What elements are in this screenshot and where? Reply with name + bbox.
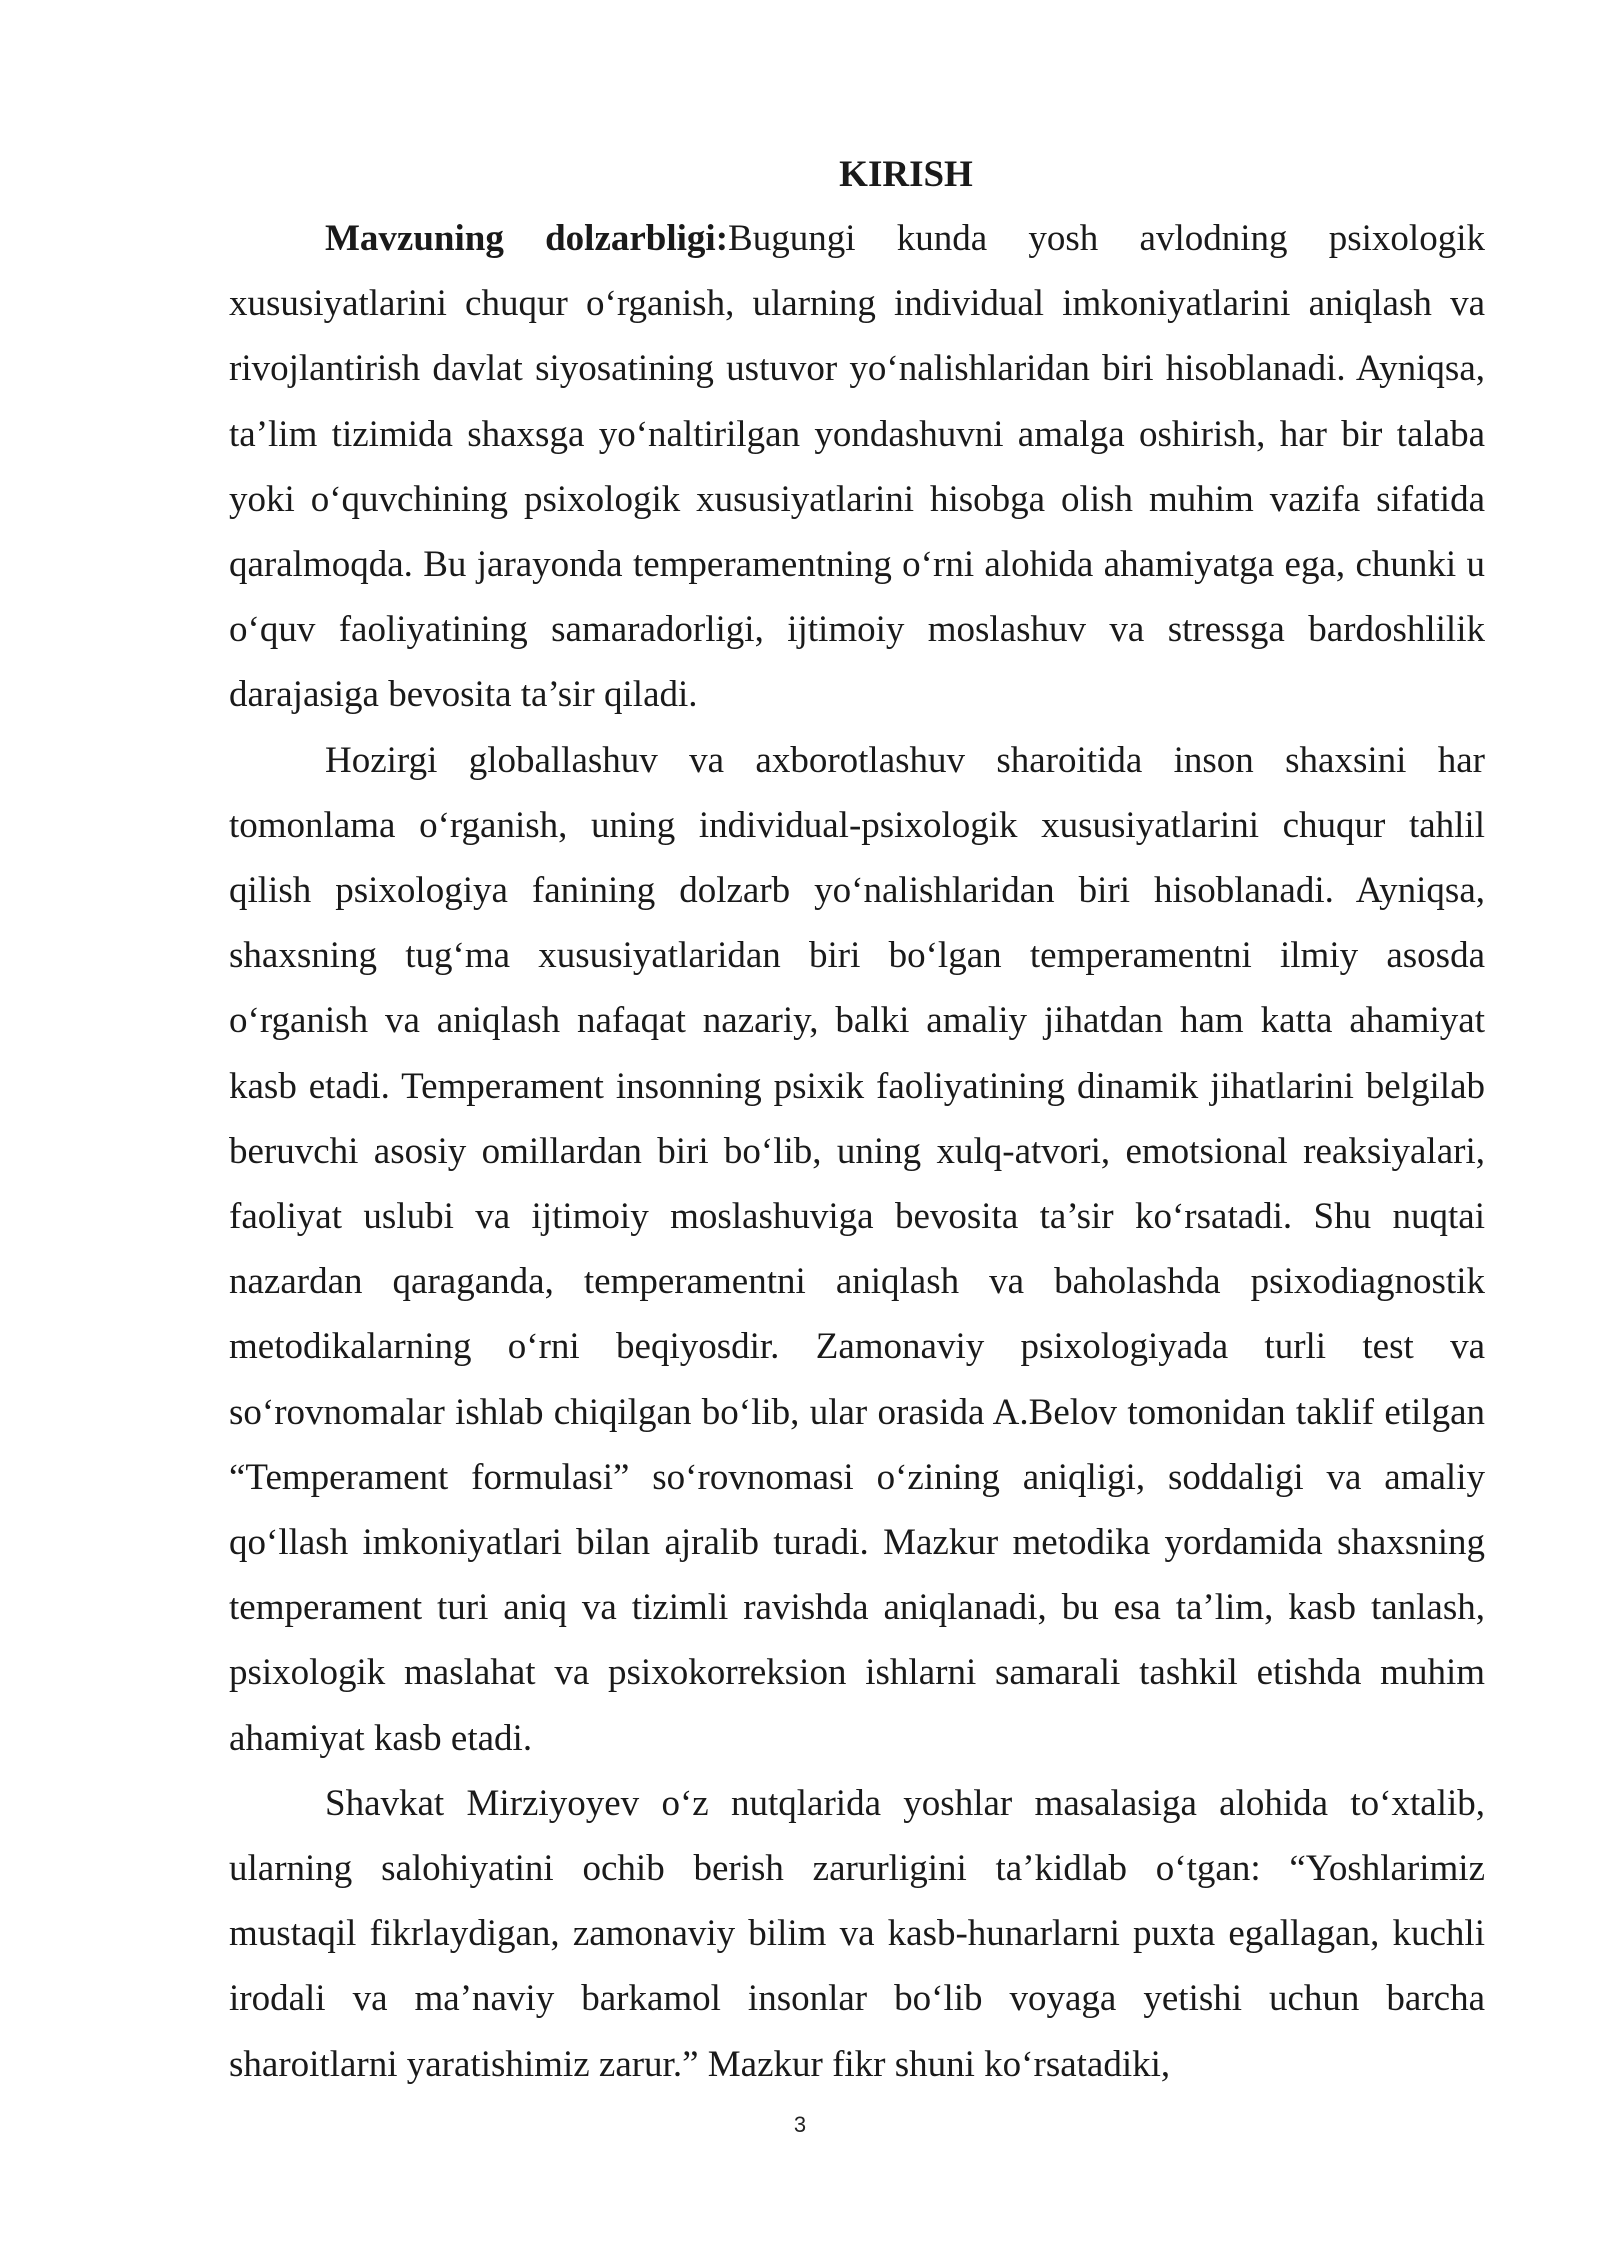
paragraph-mirziyoyev (229, 1771, 1485, 2097)
paragraph-lead: Mavzuning dolzarbligi: (325, 218, 729, 259)
paragraph-relevance (229, 206, 1485, 728)
paragraph-text: Shavkat Mirziyoyev o‘z nutqlarida yoshlar masalasiga alohida to‘xtalib, ularning salohiyatini ochib berish zarurligini ta’kidlab o‘tgan: “Yoshlarimiz mustaqil fikrlaydigan, zamonaviy bilim va kasb-hunarlarni puxta egallagan, kuchli irodali va ma’naviy barkamol insonlar bo‘lib voyaga yetishi uchun barcha sharoitlarni yaratishimiz zarur.” Mazkur fikr shuni ko‘rsatadiki, (229, 1782, 1485, 2085)
paragraph-text: Bugungi kunda yosh avlodning psixologik xususiyatlarini chuqur o‘rganish, ularning individual imkoniyatlarini aniqlash va rivojlantirish davlat siyosatining ustuvor yo‘nalishlaridan biri hisoblanadi. Ayniqsa, ta’lim tizimida shaxsga yo‘naltirilgan yondashuvni amalga oshirish, har bir talaba yoki o‘quvchining psixologik xususiyatlarini hisobga olish muhim vazifa sifatida qaralmoqda. Bu jarayonda temperamentning o‘rni alohida ahamiyatga ega, chunki u o‘quv faoliyatining samaradorligi, ijtimoiy moslashuv va stressga bardoshlilik darajasiga bevosita ta’sir qiladi. (229, 218, 1485, 716)
section-heading: KIRISH (839, 154, 973, 195)
paragraph-text: Hozirgi globallashuv va axborotlashuv sharoitida inson shaxsini har tomonlama o‘rganish, uning individual-psixologik xususiyatlarini chuqur tahlil qilish psixologiya fanining dolzarb yo‘nalishlaridan biri hisoblanadi. Ayniqsa, shaxsning tug‘ma xususiyatlaridan biri bo‘lgan temperamentni ilmiy asosda o‘rganish va aniqlash nafaqat nazariy, balki amaliy jihatdan ham katta ahamiyat kasb etadi. Temperament insonning psixik faoliyatining dinamik jihatlarini belgilab beruvchi asosiy omillardan biri bo‘lib, uning xulq-atvori, emotsional reaksiyalari, faoliyat uslubi va ijtimoiy moslashuviga bevosita ta’sir ko‘rsatadi. Shu nuqtai nazardan qaraganda, temperamentni aniqlash va baholashda psixodiagnostik metodikalarning o‘rni beqiyosdir. Zamonaviy psixologiyada turli test va so‘rovnomalar ishlab chiqilgan bo‘lib, ular orasida A.Belov tomonidan taklif etilgan “Temperament formulasi” so‘rovnomasi o‘zining aniqligi, soddaligi va amaliy qo‘llash imkoniyatlari bilan ajralib turadi. Mazkur metodika yordamida shaxsning temperament turi aniq va tizimli ravishda aniqlanadi, bu esa ta’lim, kasb tanlash, psixologik maslahat va psixokorreksion ishlarni samarali tashkil etishda muhim ahamiyat kasb etadi. (229, 739, 1485, 1759)
paragraph-globalization (229, 728, 1485, 1771)
page-number: 3 (793, 2112, 807, 2137)
document-page (229, 150, 1485, 2097)
